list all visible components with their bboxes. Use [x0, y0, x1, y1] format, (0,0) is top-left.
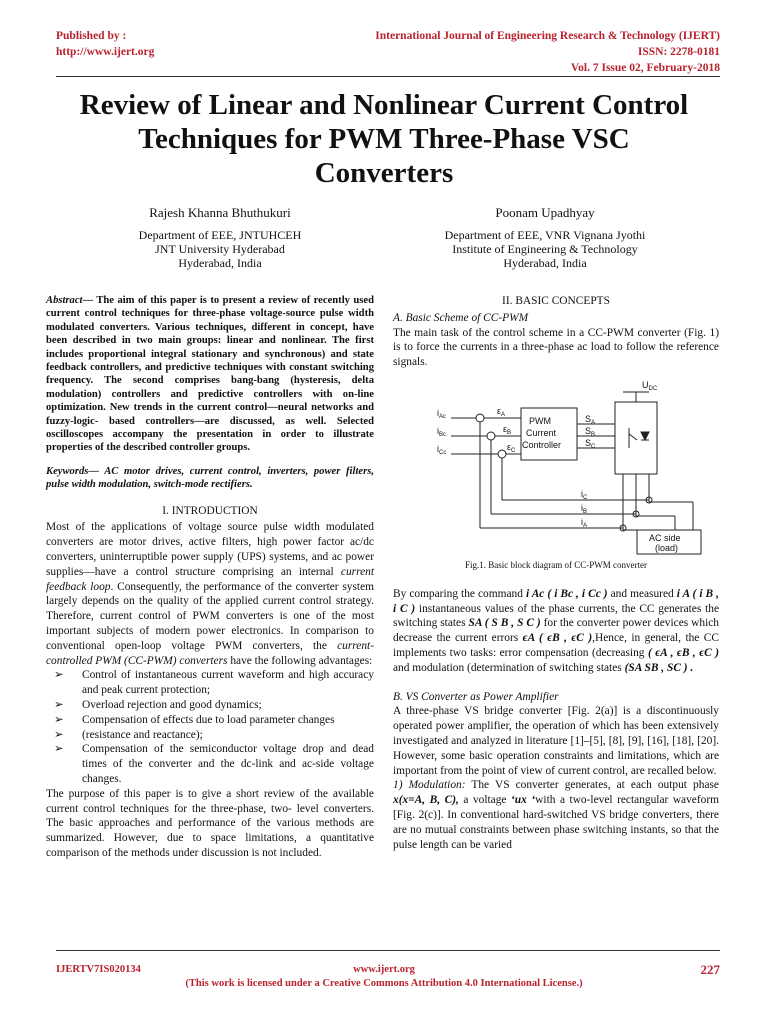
math: SA ( S B , S C )	[468, 617, 541, 630]
paper-id: IJERTV7IS020134	[56, 964, 141, 975]
converter-box	[615, 402, 657, 474]
section-heading: I. INTRODUCTION	[162, 504, 258, 517]
switch-label: $S_C$	[585, 437, 596, 450]
journal-name: International Journal of Engineering Research & Technology (IJERT)	[375, 30, 720, 42]
author-name: Rajesh Khanna Bhuthukuri	[149, 205, 291, 220]
math: ( ϵA , ϵB , ϵC )	[647, 646, 720, 659]
left-column	[46, 294, 374, 861]
subsection-heading: A. Basic Scheme of CC-PWM	[393, 311, 529, 324]
author-affiliation: Institute of Engineering & Technology	[452, 242, 638, 256]
published-by: Published by :	[56, 30, 127, 42]
text-run: and modulation (determination of switching states	[393, 661, 625, 674]
block-diagram-svg	[393, 378, 719, 556]
advantages-list	[46, 668, 374, 786]
journal-block	[375, 28, 720, 76]
emphasis: current feedback loop	[46, 565, 374, 593]
footer-divider	[56, 950, 720, 951]
math: i Ac ( i Bc , i Cc )	[525, 587, 608, 600]
input-label: $i_{Bc}$	[437, 425, 447, 438]
arrow-bullet-icon: ➢	[54, 669, 64, 682]
emphasis: current-controlled PWM (CC-PWM) converters	[46, 639, 374, 667]
author-affiliation: Department of EEE, VNR Vignana Jyothi	[444, 228, 646, 242]
text-run: ,Hence, in general, the CC implements two tasks: error compensation (decreasing	[393, 632, 719, 659]
sum-node	[476, 414, 484, 422]
text-run: . Consequently, the performance of the converter system largely depends on the quality of the applied current control strategy. Therefore, current control of PWM converters is one of the most important subjects of modern power electronics. In comparison to conventional open-loop voltage PWM converters, the	[46, 580, 374, 652]
math: ϵA ( ϵB , ϵC )	[522, 632, 593, 645]
intro-paragraph: The purpose of this paper is to give a short review of the available current control techniques for the three-phase, two- level converters. The basic approaches and performance of the various methods are summarized. However, due to space limitations, a quantitative comparison of the methods under discussion is not included.	[46, 787, 374, 860]
controller-label: Controller	[522, 439, 562, 450]
arrow-bullet-icon: ➢	[54, 743, 64, 756]
udc-label: $U_{DC}$	[642, 379, 658, 392]
volume-issue: Vol. 7 Issue 02, February-2018	[570, 62, 720, 74]
title-line: Converters	[314, 157, 454, 189]
page-number: 227	[700, 962, 720, 977]
author-affiliation: Department of EEE, JNTUHCEH	[138, 228, 302, 242]
keywords: Keywords— AC motor drives, current control, inverters, power filters, pulse width modulation, switch-mode rectifiers.	[46, 465, 374, 491]
error-label: $\varepsilon_A$	[497, 405, 506, 418]
error-label: $\varepsilon_B$	[503, 423, 512, 436]
header-divider	[56, 76, 720, 77]
author-block	[70, 206, 370, 270]
body-paragraph	[393, 587, 719, 676]
author-affiliation: JNT University Hyderabad	[155, 242, 285, 256]
text-run: for the converter power devices which decrease the current errors	[393, 617, 719, 645]
body-paragraph: The main task of the control scheme in a CC-PWM converter (Fig. 1) is to force the currents in a three-phase ac load to follow the reference signals.	[393, 326, 719, 369]
abstract-text: — The aim of this paper is to present a review of recently used current control techniques for three-phase voltage-source pulse width modulated converters. Various techniques, different in concept, have been described in two main groups: linear and nonlinear. The first includes proportional integral stationary and synchronous) and state feedback controllers, and predictive techniques with constant switching frequency. The second comprises bang-bang (hysteresis, delta modulation) controllers and predictive controllers with on-line optimization. New trends in the current control—neural networks and fuzzy-logic- based controllers—are discussed, as well. Selected oscilloscopes accompany the presentation in order to illustrate properties of the described controller groups.	[46, 295, 374, 454]
feedback-label: $i_B$	[581, 502, 588, 515]
list-item-text: Control of instantaneous current waveform and high accuracy and peak current protection;	[82, 669, 374, 697]
error-label: $\varepsilon_C$	[507, 441, 516, 454]
text-run: By comparing the command	[393, 587, 526, 600]
arrow-bullet-icon: ➢	[54, 699, 64, 712]
section-heading: II. BASIC CONCEPTS	[502, 295, 610, 307]
license-note: (This work is licensed under a Creative Commons Attribution 4.0 International License.)	[185, 978, 583, 989]
arrow-bullet-icon: ➢	[54, 713, 64, 726]
load-label: (load)	[655, 542, 679, 553]
feedback-label: $i_C$	[581, 488, 588, 501]
figure-caption: Fig.1. Basic block diagram of CC-PWM converter	[465, 559, 647, 570]
abstract-label: Abstract	[46, 295, 83, 306]
text-run: a voltage	[458, 794, 512, 807]
arrow-bullet-icon: ➢	[54, 728, 64, 741]
journal-url-link[interactable]: http://www.ijert.org	[56, 46, 155, 58]
sum-node	[487, 432, 495, 440]
input-label: $i_{Cc}$	[437, 443, 447, 456]
list-item	[54, 742, 374, 786]
paper-title	[40, 88, 728, 190]
math: ‘ux ‘	[511, 794, 536, 807]
intro-paragraph	[46, 520, 374, 668]
body-paragraph	[393, 778, 719, 852]
text-run: Most of the applications of voltage source pulse width modulated converters are motor drives, active filters, high power factor ac/dc converters, uninterruptible power supply (UPS) systems, and ac power supplies—have a control structure comprising an internal	[46, 521, 374, 578]
title-line: Techniques for PWM Three-Phase VSC	[138, 123, 630, 155]
list-item-text: Overload rejection and good dynamics;	[82, 699, 262, 712]
switch-label: $S_B$	[585, 425, 596, 438]
text-run: and measured	[607, 587, 677, 600]
author-location: Hyderabad, India	[503, 256, 587, 270]
math: x(x=A, B, C),	[393, 794, 459, 807]
body-paragraph: A three-phase VS bridge converter [Fig. 2(a)] is a discontinuously operated power amplifier, the operation of which has been extensively investigated and analyzed in literature [1]–[5], [8], [9], [16], [18], [20]. However, some basic operation constraints and limitations, which are important from the point of view of current control, are recalled below.	[393, 705, 719, 777]
list-item-text: (resistance and reactance);	[82, 728, 203, 741]
text-run: instantaneous values of the phase currents, the CC generates the switching states	[393, 602, 719, 630]
input-label: $i_{Ac}$	[437, 407, 447, 420]
controller-label: Current	[526, 427, 557, 438]
text-run: The VS converter generates, at each output phase	[465, 779, 719, 792]
sum-node	[498, 450, 506, 458]
figure-block-diagram	[393, 378, 719, 556]
list-item	[54, 728, 374, 743]
math: (SA SB , SC ) .	[624, 661, 694, 674]
list-item-text: Compensation of effects due to load parameter changes	[82, 713, 335, 726]
load-label: AC side	[649, 532, 681, 543]
math: i A ( i B , i C )	[393, 587, 719, 615]
list-item	[54, 713, 374, 728]
list-item-text: Compensation of the semiconductor voltage drop and dead times of the converter and the dc-link and ac-side voltage changes.	[82, 743, 374, 786]
title-line: Review of Linear and Nonlinear Current Control	[79, 89, 689, 121]
author-location: Hyderabad, India	[178, 256, 262, 270]
author-name: Poonam Upadhyay	[495, 205, 595, 220]
footer-url-link[interactable]: www.ijert.org	[353, 964, 415, 975]
publisher-block	[56, 28, 154, 60]
right-column	[393, 294, 719, 852]
abstract	[46, 294, 374, 455]
feedback-label: $i_A$	[581, 516, 588, 529]
text-run: with a two-level rectangular waveform [Fig. 2(c)]. In conventional hard-switched VS bridge converters, there are no mutual constraints between phase switching instants, so that the pulse length can be varied	[393, 794, 719, 851]
text-run: have the following advantages:	[227, 654, 373, 667]
issn: ISSN: 2278-0181	[637, 46, 720, 58]
author-block	[395, 206, 695, 270]
paragraph-label: 1) Modulation:	[393, 779, 466, 792]
switch-label: $S_A$	[585, 413, 596, 426]
controller-label: PWM	[529, 415, 551, 426]
list-item	[54, 698, 374, 713]
subsection-heading: B. VS Converter as Power Amplifier	[393, 690, 559, 703]
list-item	[54, 668, 374, 698]
